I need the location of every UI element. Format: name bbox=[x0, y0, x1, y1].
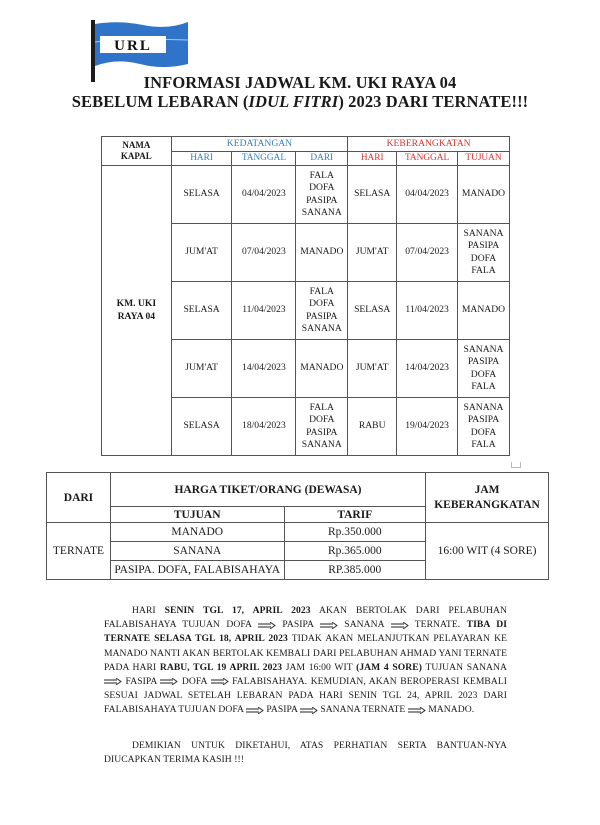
price-header: HARGA TIKET/ORANG (DEWASA) bbox=[110, 473, 425, 507]
closing-paragraph: DEMIKIAN UNTUK DIKETAHUI, ATAS PERHATIAN SERTA BANTUAN-NYA DIUCAPKAN TERIMA KASIH !!! bbox=[104, 740, 507, 766]
col-arr-day: HARI bbox=[171, 152, 232, 166]
schedule-table bbox=[101, 136, 510, 456]
right-arrow-icon bbox=[300, 707, 318, 714]
notice-paragraph: HARI SENIN TGL 17, APRIL 2023 AKAN BERTOLAK DARI PELABUHAN FALABISAHAYA TUJUAN DOFA PASIPA SANANA TERNATE. TIBA DI TERNATE SELASA TGL 18, APRIL 2023 TIDAK AKAN MELANJUTKAN PELAYARAN KE MANADO NANTI AKAN BERTOLAK KEMBALI DARI PELABUHAN AHMAD YANI TERNATE PADA HARI RABU, TGL 19 APRIL 2023 JAM 16:00 WIT (JAM 4 SORE) TUJUAN SANANA FASIPA DOFA FALABISAHAYA. KEMUDIAN, AKAN BEROPERASI KEMBALI SESUAI JADWAL SETELAH LEBARAN PADA HARI SENIN TGL 24, APRIL 2023 DARI FALABISAHAYA TUJUAN DOFA PASIPA SANANA TERNATE MANADO. bbox=[104, 605, 508, 716]
dep-date: 19/04/2023 bbox=[397, 398, 458, 456]
to-ports: SANANA PASIPA DOFA FALA bbox=[458, 224, 510, 282]
dep-date: 07/04/2023 bbox=[397, 224, 458, 282]
tariff: Rp.350.000 bbox=[284, 523, 426, 542]
right-arrow-icon bbox=[408, 707, 426, 714]
from-ports: MANADO bbox=[296, 340, 348, 398]
dep-day: JUM'AT bbox=[348, 224, 397, 282]
right-arrow-icon bbox=[104, 678, 122, 685]
to-ports: SANANA PASIPA DOFA FALA bbox=[458, 398, 510, 456]
title-line-1: INFORMASI JADWAL KM. UKI RAYA 04 bbox=[143, 73, 457, 92]
from-ports: FALA DOFA PASIPA SANANA bbox=[296, 166, 348, 224]
origin: TERNATE bbox=[47, 523, 111, 580]
col-from: DARI bbox=[296, 152, 348, 166]
right-arrow-icon bbox=[211, 678, 229, 685]
to-ports: SANANA PASIPA DOFA FALA bbox=[458, 340, 510, 398]
from-ports: FALA DOFA PASIPA SANANA bbox=[296, 282, 348, 340]
dep-day: SELASA bbox=[348, 282, 397, 340]
departure-header: KEBERANGKATAN bbox=[348, 137, 510, 152]
destination: PASIPA. DOFA, FALABISAHAYA bbox=[110, 561, 284, 580]
dep-day: SELASA bbox=[348, 166, 397, 224]
from-ports: FALA DOFA PASIPA SANANA bbox=[296, 398, 348, 456]
title-line-2: SEBELUM LEBARAN (IDUL FITRI) 2023 DARI TERNATE!!! bbox=[71, 92, 529, 111]
col-dep-date: TANGGAL bbox=[397, 152, 458, 166]
tariff: RP.385.000 bbox=[284, 561, 426, 580]
table-row bbox=[102, 166, 510, 224]
price-table bbox=[46, 472, 549, 580]
from-header: DARI bbox=[47, 473, 111, 523]
logo-text: URL bbox=[114, 38, 152, 54]
destination: SANANA bbox=[110, 542, 284, 561]
arr-date: 07/04/2023 bbox=[232, 224, 296, 282]
ship-name: KM. UKI RAYA 04 bbox=[102, 166, 172, 456]
dep-day: JUM'AT bbox=[348, 340, 397, 398]
arr-date: 14/04/2023 bbox=[232, 340, 296, 398]
from-ports: MANADO bbox=[296, 224, 348, 282]
arr-day: JUM'AT bbox=[171, 340, 232, 398]
to-ports: MANADO bbox=[458, 166, 510, 224]
dep-date: 11/04/2023 bbox=[397, 282, 458, 340]
table-end-mark bbox=[511, 462, 521, 468]
table-row bbox=[47, 523, 549, 542]
time-header: JAM KEBERANGKATAN bbox=[426, 473, 549, 523]
arr-day: SELASA bbox=[171, 398, 232, 456]
arr-date: 04/04/2023 bbox=[232, 166, 296, 224]
right-arrow-icon bbox=[246, 707, 264, 714]
arr-day: SELASA bbox=[171, 282, 232, 340]
right-arrow-icon bbox=[160, 678, 178, 685]
right-arrow-icon bbox=[320, 622, 338, 629]
departure-time: 16:00 WIT (4 SORE) bbox=[426, 523, 549, 580]
arr-day: SELASA bbox=[171, 166, 232, 224]
ship-name-header: NAMA KAPAL bbox=[102, 137, 172, 166]
tariff: Rp.365.000 bbox=[284, 542, 426, 561]
col-arr-date: TANGGAL bbox=[232, 152, 296, 166]
dep-date: 14/04/2023 bbox=[397, 340, 458, 398]
right-arrow-icon bbox=[258, 622, 276, 629]
dep-date: 04/04/2023 bbox=[397, 166, 458, 224]
right-arrow-icon bbox=[391, 622, 409, 629]
arr-day: JUM'AT bbox=[171, 224, 232, 282]
col-dep-day: HARI bbox=[348, 152, 397, 166]
to-ports: MANADO bbox=[458, 282, 510, 340]
arrival-header: KEDATANGAN bbox=[171, 137, 348, 152]
arr-date: 18/04/2023 bbox=[232, 398, 296, 456]
tariff-header: TARIF bbox=[284, 507, 426, 523]
dep-day: RABU bbox=[348, 398, 397, 456]
dest-header: TUJUAN bbox=[110, 507, 284, 523]
destination: MANADO bbox=[110, 523, 284, 542]
col-to: TUJUAN bbox=[458, 152, 510, 166]
arr-date: 11/04/2023 bbox=[232, 282, 296, 340]
